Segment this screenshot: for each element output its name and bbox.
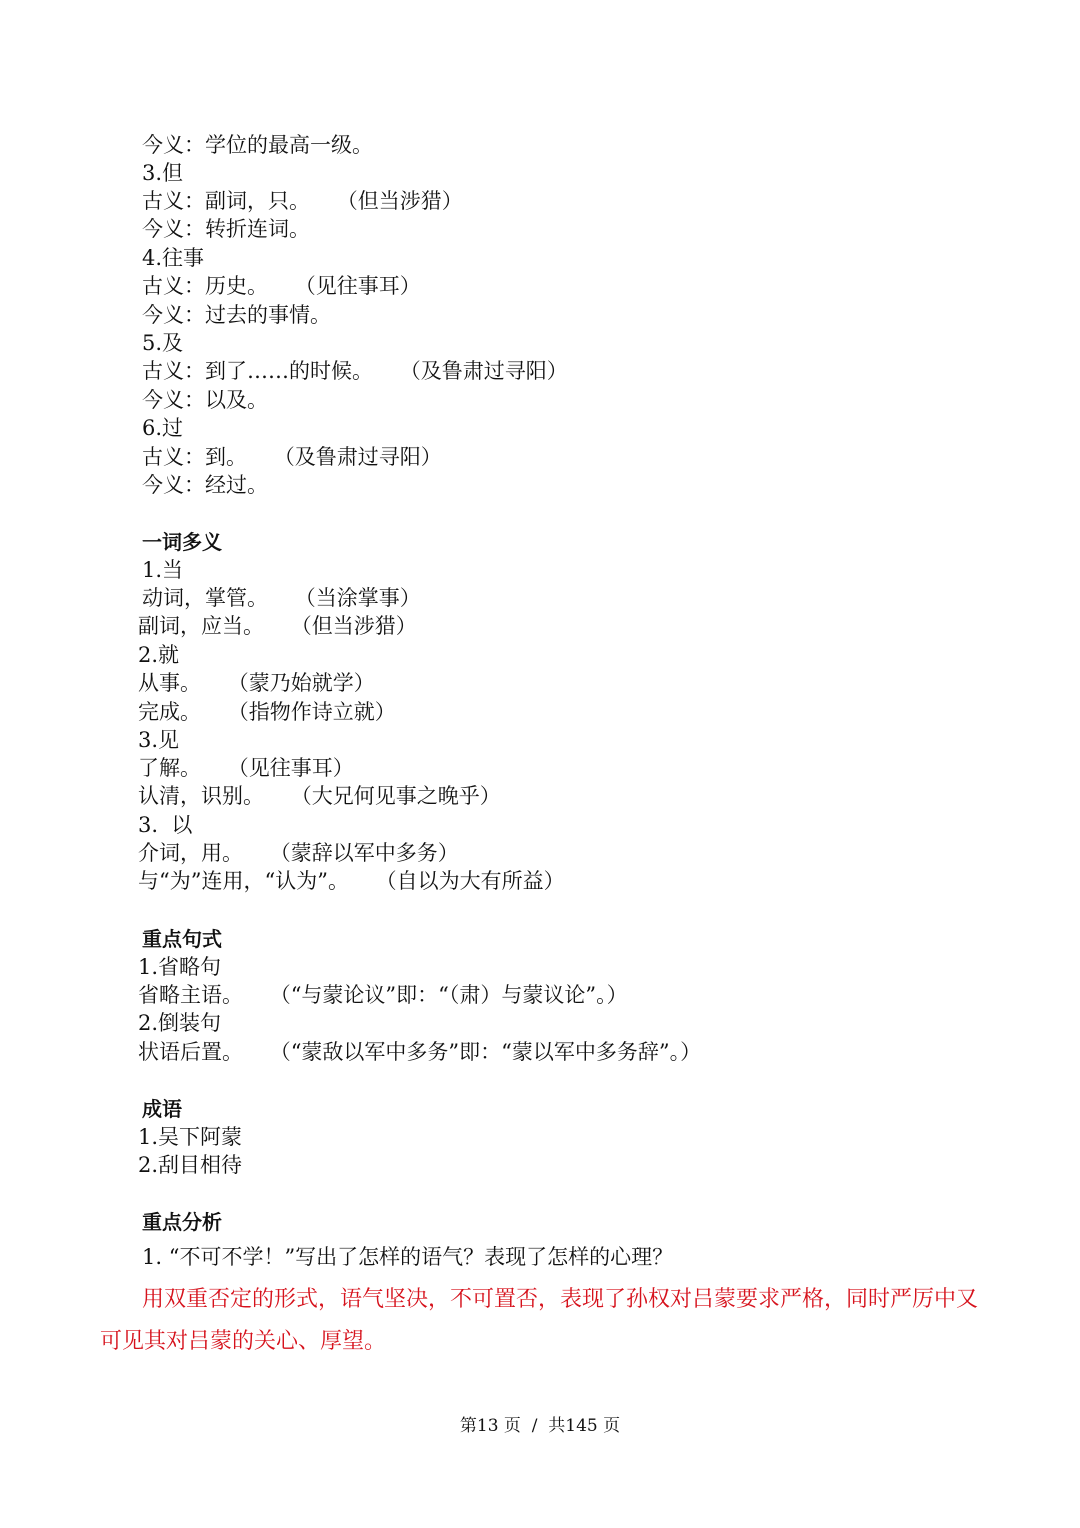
text-line: 古义：到。 （及鲁肃过寻阳） bbox=[142, 445, 442, 469]
text-line: 今义：过去的事情。 bbox=[142, 303, 331, 327]
text-line: 1.省略句 bbox=[138, 955, 222, 979]
text-line: 1.吴下阿蒙 bbox=[138, 1125, 243, 1149]
text-line: 副词，应当。 （但当涉猎） bbox=[138, 614, 417, 638]
text-line: 动词，掌管。 （当涂掌事） bbox=[142, 586, 421, 610]
page-number-footer: 第13 页 / 共145 页 bbox=[459, 1416, 621, 1436]
answer-text-line1: 用双重否定的形式，语气坚决，不可置否，表现了孙权对吕蒙要求严格，同时严厉中又 bbox=[142, 1287, 979, 1312]
text-line: 5.及 bbox=[142, 331, 184, 355]
text-line: 了解。 （见往事耳） bbox=[138, 756, 354, 780]
text-line: 3. 以 bbox=[138, 813, 193, 837]
text-line: 古义：副词，只。 （但当涉猎） bbox=[142, 189, 463, 213]
text-line: 介词，用。 （蒙辞以军中多务） bbox=[138, 841, 459, 865]
text-line: 完成。 （指物作诗立就） bbox=[138, 700, 396, 724]
text-line: 3.但 bbox=[142, 161, 184, 185]
text-line: 1.当 bbox=[142, 558, 184, 582]
text-line: 从事。 （蒙乃始就学） bbox=[138, 671, 375, 695]
text-line: 与“为”连用，“认为”。 （自以为大有所益） bbox=[138, 869, 565, 893]
text-line: 今义：经过。 bbox=[142, 473, 268, 497]
section-heading: 重点分析 bbox=[142, 1210, 222, 1234]
text-line: 3.见 bbox=[138, 728, 180, 752]
question-text: 1. “不可不学！”写出了怎样的语气？表现了怎样的心理？ bbox=[142, 1245, 674, 1269]
text-line: 状语后置。 （“蒙敌以军中多务”即：“蒙以军中多务辞”。） bbox=[138, 1040, 702, 1064]
text-line: 省略主语。 （“与蒙论议”即：“（肃）与蒙议论”。） bbox=[138, 983, 628, 1007]
text-line: 2.就 bbox=[138, 643, 180, 667]
answer-text-line2: 可见其对吕蒙的关心、厚望。 bbox=[100, 1329, 387, 1354]
text-line: 今义：以及。 bbox=[142, 388, 268, 412]
text-line: 2.倒装句 bbox=[138, 1011, 222, 1035]
text-line: 今义：转折连词。 bbox=[142, 217, 310, 241]
section-heading: 一词多义 bbox=[142, 530, 222, 554]
text-line: 今义：学位的最高一级。 bbox=[142, 133, 373, 157]
section-heading: 成语 bbox=[142, 1097, 182, 1121]
section-heading: 重点句式 bbox=[142, 927, 222, 951]
text-line: 古义：历史。 （见往事耳） bbox=[142, 274, 421, 298]
text-line: 2.刮目相待 bbox=[138, 1153, 243, 1177]
text-line: 6.过 bbox=[142, 416, 184, 440]
text-line: 4.往事 bbox=[142, 246, 205, 270]
text-line: 古义：到了……的时候。 （及鲁肃过寻阳） bbox=[142, 359, 568, 383]
text-line: 认清，识别。 （大兄何见事之晚乎） bbox=[138, 784, 501, 808]
